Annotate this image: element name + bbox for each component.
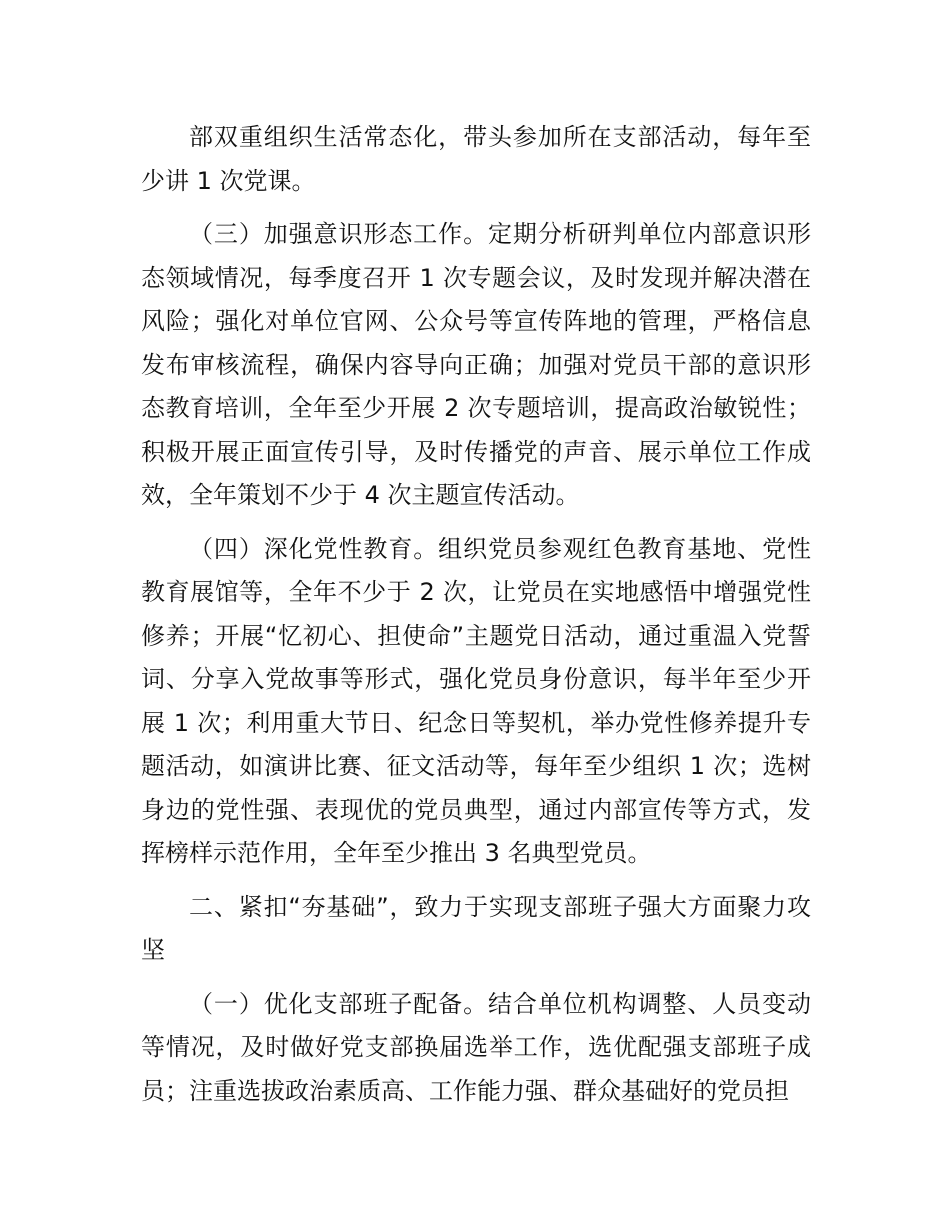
paragraph-ideology-work: （三）加强意识形态工作。定期分析研判单位内部意识形态领域情况，每季度召开 1 次专题会议，及时发现并解决潜在风险；强化对单位官网、公众号等宣传阵地的管理，严格信息发布审核流程，确保内容导向正确；加强对党员干部的意识形态教育培训，全年至少开展 2 次专题培训，提高政治敏锐性；积极开展正面宣传引导，及时传播党的声音、展示单位工作成效，全年策划不少于 4 次主题宣传活动。 <box>141 220 811 509</box>
paragraph-branch-team: （一）优化支部班子配备。结合单位机构调整、人员变动等情况，及时做好党支部换届选举工作，选优配强支部班子成员；注重选拔政治素质高、工作能力强、群众基础好的党员担 <box>141 989 811 1105</box>
paragraph-continuation: 部双重组织生活常态化，带头参加所在支部活动，每年至少讲 1 次党课。 <box>141 123 811 195</box>
document-body <box>141 116 811 1113</box>
section-heading-foundation: 二、紧扣“夯基础”，致力于实现支部班子强大方面聚力攻坚 <box>141 892 811 964</box>
paragraph-party-education: （四）深化党性教育。组织党员参观红色教育基地、党性教育展馆等，全年不少于 2 次，让党员在实地感悟中增强党性修养；开展“忆初心、担使命”主题党日活动，通过重温入党誓词、分享入党故事等形式，强化党员身份意识，每半年至少开展 1 次；利用重大节日、纪念日等契机，举办党性修养提升专题活动，如演讲比赛、征文活动等，每年至少组织 1 次；选树身边的党性强、表现优的党员典型，通过内部宣传等方式，发挥榜样示范作用，全年至少推出 3 名典型党员。 <box>141 534 811 867</box>
